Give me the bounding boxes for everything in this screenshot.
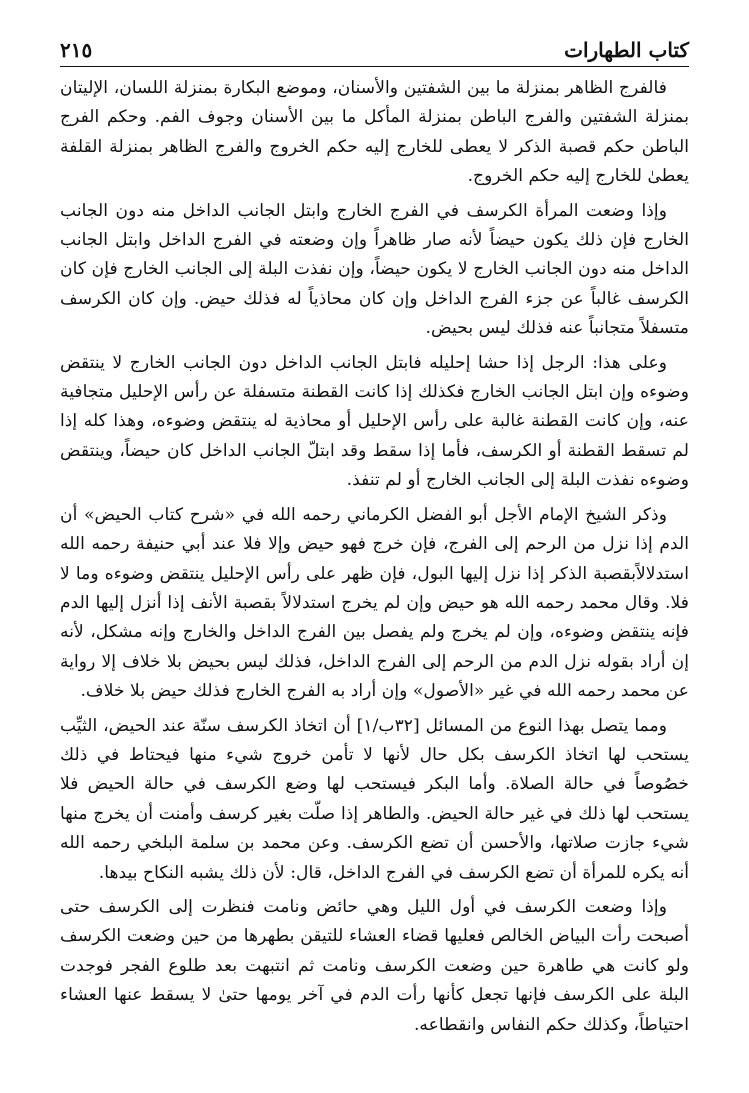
paragraph-5: ومما يتصل بهذا النوع من المسائل [٣٢ب/١] أن اتخاذ الكرسف سنّة عند الحيض، الثيِّب يستحب لها اتخاذ الكرسف بكل حال لأنها لا تأمن خروج شيء منها فيحتاط في ذلك خصُوصاً في حالة الصلاة. وأما البكر فيستحب لها وضع الكرسف في حالة الحيض فلا يستحب لها ذلك في غير حالة الحيض. والطاهر إذا صلّت بغير كرسف وأمنت أن يخرج منها شيء جازت صلاتها، والأحسن أن تضع الكرسف. وعن محمد بن سلمة البلخي رحمه الله أنه يكره للمرأة أن تضع الكرسف في الفرج الداخل، قال: لأن ذلك يشبه النكاح بيدها.	[60, 715, 689, 883]
paragraph-1: فالفرج الظاهر بمنزلة ما بين الشفتين والأسنان، وموضع البكارة بمنزلة اللسان، الإليتان بمنزلة الشفتين والفرج الباطن بمنزلة المأكل ما بين الأسنان وجوف الفم. وحكم الفرج الباطن حكم قصبة الذكر لا يعطى للخارج إليه حكم الخروج والفرج الظاهر بمنزلة القلفة يعطىٰ للخارج إليه حكم الخروج.	[60, 78, 689, 187]
paragraph-2: وإذا وضعت المرأة الكرسف في الفرج الخارج وابتل الجانب الداخل منه دون الجانب الخارج فإن ذلك يكون حيضاً لأنه صار ظاهراً وإن وضعته في الفرج الداخل وابتل الجانب الداخل منه دون الجانب الخارج لا يكون حيضاً، وإن نفذت البلة إلى الجانب الخارج فإن كان الكرسف غالباً عن جزء الفرج الداخل وإن كان محاذياً له فذلك حيض. وإن كان الكرسف متسفلاً متجانباً عنه فذلك ليس بحيض.	[60, 200, 689, 339]
paragraph-6: وإذا وضعت الكرسف في أول الليل وهي حائض ونامت فنظرت إلى الكرسف حتى أصبحت رأت البياض الخالص فعليها قضاء العشاء للتيقن بطهرها من حين وضعت الكرسف ولو كانت هي طاهرة حين وضعت الكرسف ونامت ثم انتبهت بعد طلوع الفجر فوجدت البلة على الكرسف فإنها تجعل كأنها رأت الدم في آخر يومها حتىٰ لا يسقط عنها العشاء احتياطاً، وكذلك حكم النفاس وانقطاعه.	[60, 896, 689, 1035]
paragraph-4: وذكر الشيخ الإمام الأجل أبو الفضل الكرماني رحمه الله في «شرح كتاب الحيض» أن الدم إذا نزل من الرحم إلى الفرج، فإن خرج فهو حيض وإلا فلا عند أبي حنيفة رحمه الله استدلالاًبقصبة الذكر إذا نزل إليها البول، فإن ظهر على رأس الإحليل ينتقض وضوءه وما لا فلا. وقال محمد رحمه الله هو حيض وإن لم يخرج استدلالاً بقصبة الأنف إذا أنزل إليها الدم فإنه ينتقض وضوءه، وإن لم يخرج ولم يفصل بين الفرج الداخل والخارج وإنه مشكل، لأنه إن أراد بقوله نزل الدم من الرحم إلى الفرج الداخل، فذلك ليس بحيض بلا خلاف إلا رواية عن محمد رحمه الله في غير «الأصول» وإن أراد به الفرج الخارج فذلك حيض بلا خلاف.	[60, 504, 689, 702]
body-text	[60, 74, 689, 1045]
page-number: ٢١٥	[60, 38, 93, 62]
page-header	[60, 30, 689, 67]
running-title: كتاب الطهارات	[564, 38, 689, 62]
paragraph-3: وعلى هذا: الرجل إذا حشا إحليله فابتل الجانب الداخل دون الجانب الخارج لا ينتقض وضوءه وإن ابتل الجانب الخارج فكذلك إذا كانت القطنة متسفلة عن رأس الإحليل متجافية عنه، وإن كانت القطنة غالبة على رأس الإحليل أو محاذية له ينتقض وضوءه، وهذا كله إذا لم تسقط القطنة أو الكرسف، فأما إذا سقط وقد ابتلّ الجانب الداخل كان حيضاً، وينتقض وضوءه نفذت البلة إلى الجانب الخارج أو لم تنفذ.	[60, 352, 689, 491]
